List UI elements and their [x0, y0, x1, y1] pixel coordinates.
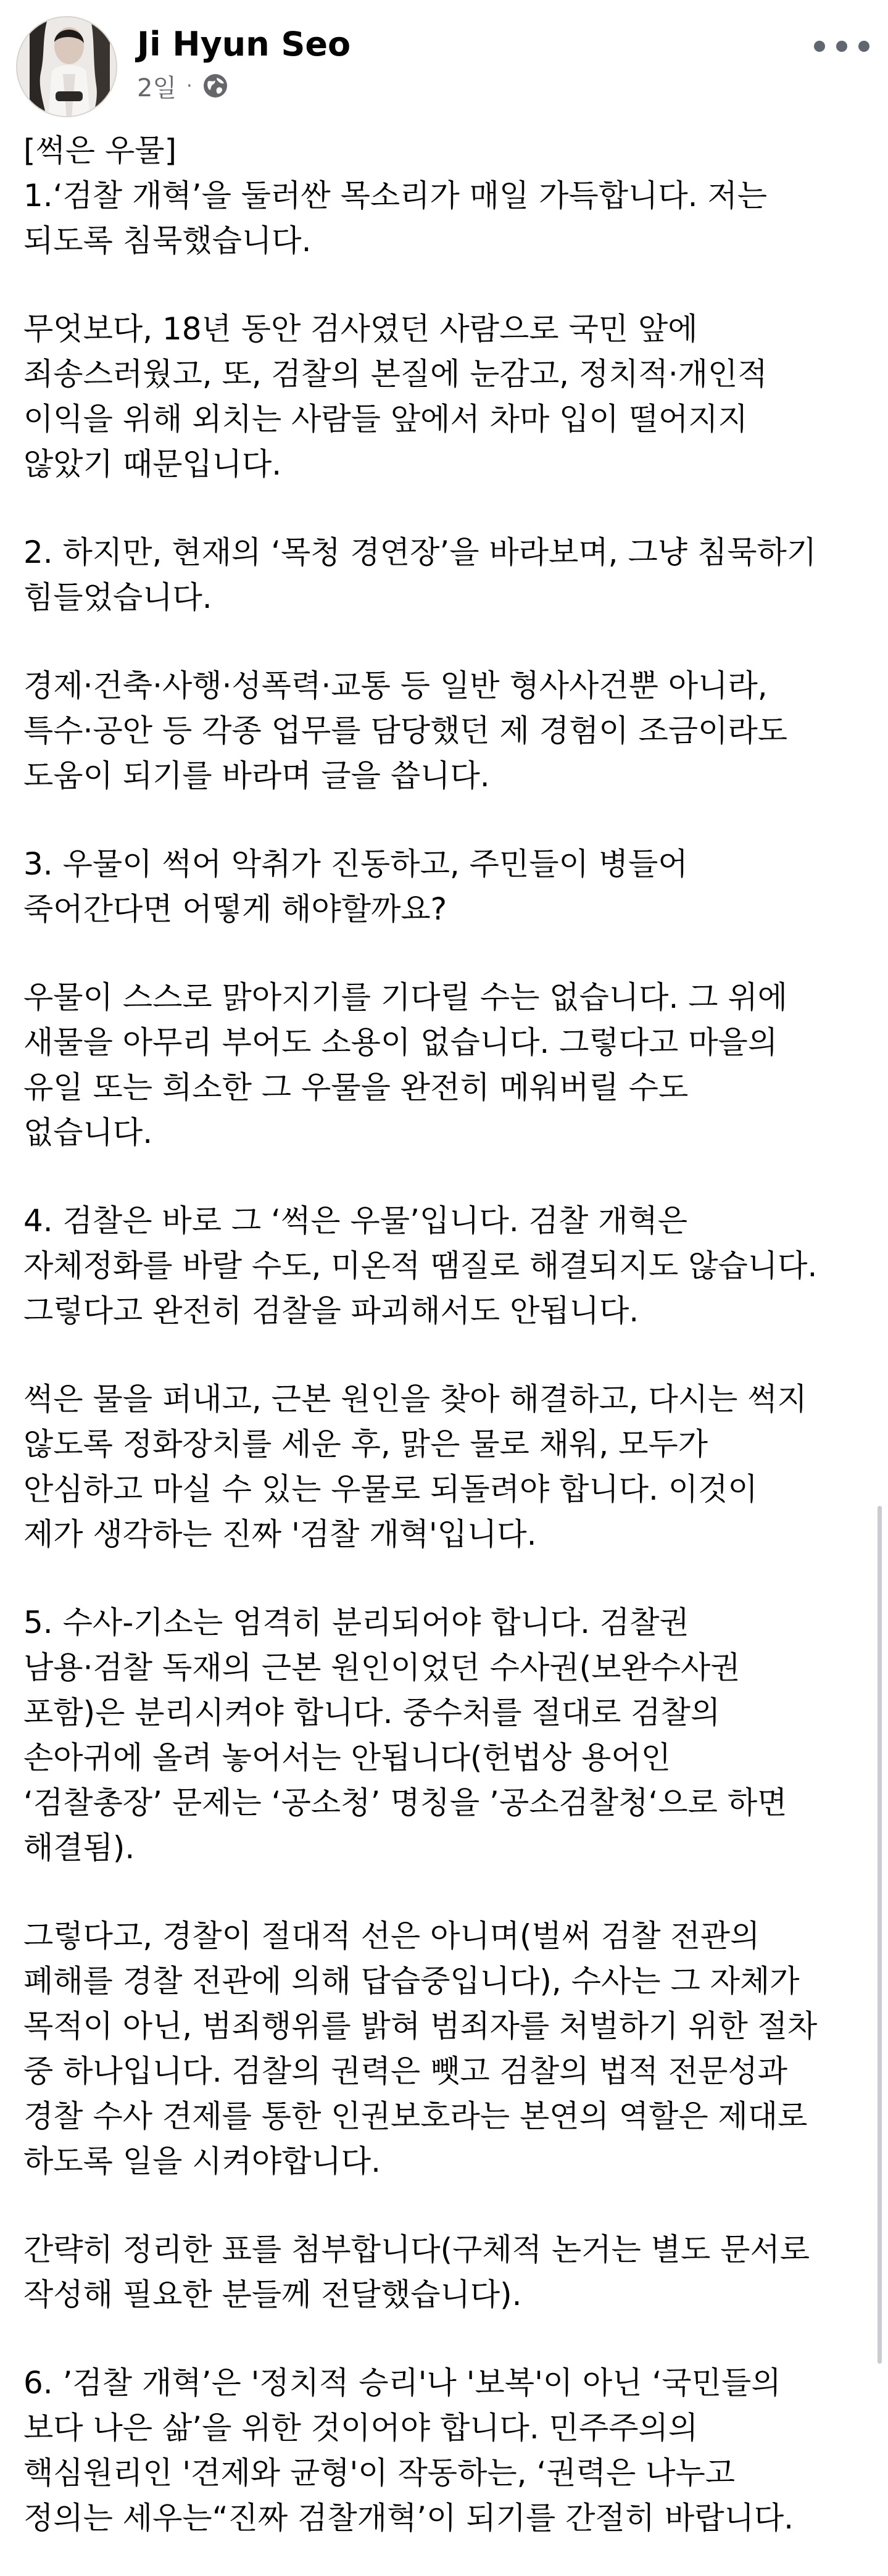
globe-icon[interactable] — [202, 73, 228, 99]
more-dot — [858, 41, 869, 52]
post-paragraph-4: 경제·건축·사행·성폭력·교통 등 일반 형사사건뿐 아니라, 특수·공안 등 각종 업무를 담당했던 제 경험이 조금이라도 도움이 되기를 바라며 글을 씁니다. — [23, 668, 788, 794]
author-name[interactable]: Ji Hyun Seo — [137, 25, 351, 64]
scrollbar-thumb[interactable] — [878, 1506, 882, 2364]
avatar-photo — [17, 17, 117, 117]
avatar[interactable] — [16, 16, 117, 117]
post-header — [0, 0, 888, 130]
post-paragraph-8: 썩은 물을 퍼내고, 근본 원인을 찾아 해결하고, 다시는 썩지 않도록 정화장치를 세운 후, 맑은 물로 채워, 모두가 안심하고 마실 수 있는 우물로 되돌려야 합니다. 이것이 제가 생각하는 진짜 '검찰 개혁'입니다. — [23, 1381, 807, 1552]
meta-separator: · — [186, 75, 193, 97]
post-paragraph-9: 5. 수사-기소는 엄격히 분리되어야 합니다. 검찰권 남용·검찰 독재의 근본 원인이었던 수사권(보완수사권 포함)은 분리시켜야 합니다. 중수처를 절대로 검찰의 손아귀에 올려 놓어서는 안됩니다(헌법상 용어인 ‘검찰총장’ 문제는 ‘공소청’ 명칭을 ’공소검찰청‘으로 하면 해결됨). — [23, 1605, 787, 1866]
post-paragraph-2: 무엇보다, 18년 동안 검사였던 사람으로 국민 앞에 죄송스러웠고, 또, 검찰의 본질에 눈감고, 정치적·개인적 이익을 위해 외치는 사람들 앞에서 차마 입이 떨어지지 않았기 때문입니다. — [23, 311, 768, 482]
more-options-button[interactable] — [814, 25, 869, 68]
post-paragraph-6: 우물이 스스로 맑아지기를 기다릴 수는 없습니다. 그 위에 새물을 아무리 부어도 소용이 없습니다. 그렇다고 마을의 유일 또는 희소한 그 우물을 완전히 메워버릴 수도 없습니다. — [23, 979, 788, 1150]
post-paragraph-1: [썩은 우물] 1.‘검찰 개혁’을 둘러싼 목소리가 매일 가득합니다. 저는 되도록 침묵했습니다. — [23, 133, 768, 259]
post-meta — [137, 70, 228, 101]
post-paragraph-11: 간략히 정리한 표를 첨부합니다(구체적 논거는 별도 문서로 작성해 필요한 분들께 전달했습니다). — [23, 2232, 810, 2312]
post-paragraph-10: 그렇다고, 경찰이 절대적 선은 아니며(벌써 검찰 전관의 폐해를 경찰 전관에 의해 답습중입니다), 수사는 그 자체가 목적이 아닌, 범죄행위를 밝혀 범죄자를 처벌하기 위한 절차 중 하나입니다. 검찰의 권력은 뺏고 검찰의 법적 전문성과 경찰 수사 견제를 통한 인권보호라는 본연의 역할은 제대로 하도록 일을 시켜야합니다. — [23, 1918, 818, 2179]
post-paragraph-3: 2. 하지만, 현재의 ‘목청 경연장’을 바라보며, 그냥 침묵하기 힘들었습니다. — [23, 534, 817, 615]
post-body — [23, 128, 850, 2541]
post-timestamp[interactable]: 2일 — [137, 73, 177, 102]
post-paragraph-5: 3. 우물이 썩어 악취가 진동하고, 주민들이 병들어 죽어간다면 어떻게 해야할까요? — [23, 846, 688, 927]
post-paragraph-12: 6. ’검찰 개혁’은 '정치적 승리'나 '보복'이 아닌 ‘국민들의 보다 나은 삶’을 위한 것이어야 합니다. 민주주의의 핵심원리인 '견제와 균형'이 작동하는, ‘권력은 나누고 정의는 세우는“진짜 검찰개혁’이 되기를 간절히 바랍니다. — [23, 2365, 794, 2536]
post-paragraph-7: 4. 검찰은 바로 그 ‘썩은 우물’입니다. 검찰 개혁은 자체정화를 바랄 수도, 미온적 땜질로 해결되지도 않습니다. 그렇다고 완전히 검찰을 파괴해서도 안됩니다. — [23, 1203, 818, 1329]
more-dot — [836, 41, 847, 52]
more-dot — [814, 41, 825, 52]
